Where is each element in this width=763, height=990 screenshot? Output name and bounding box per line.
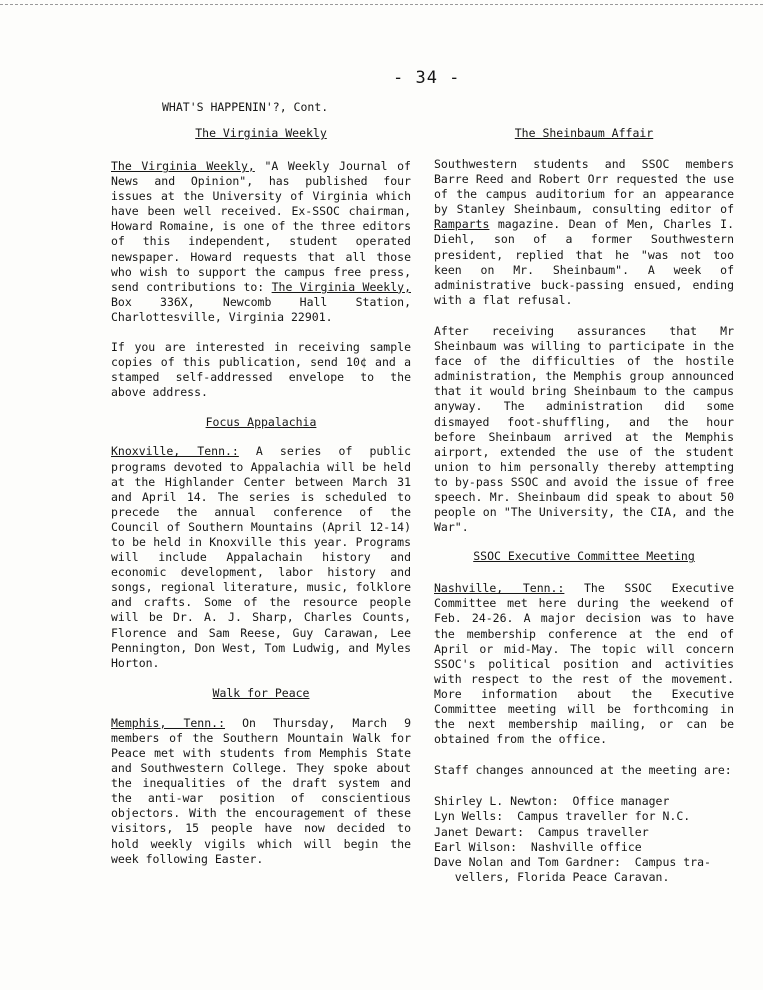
virginia-weekly-paragraph: [111, 159, 411, 325]
staff-line: Lyn Wells: Campus traveller for N.C.: [434, 809, 691, 824]
walk-for-peace-paragraph: [111, 716, 411, 867]
staff-line: vellers, Florida Peace Caravan.: [434, 869, 670, 884]
right-column: [434, 126, 734, 885]
nashville-dateline: Nashville, Tenn.:: [434, 581, 565, 596]
virginia-weekly-body: "A Weekly Journal of News and Opinion", has published four issues at the University of Virginia which have been well received. Ex-SSOC chairman, Howard Romaine, is one of the three editors of this independent, student operated newspaper. Howard requests that all those who wish to support the campus free press, send contributions to:: [111, 159, 411, 294]
virginia-weekly-heading: The Virginia Weekly: [195, 126, 327, 140]
staff-line: Earl Wilson: Nashville office: [434, 839, 642, 854]
staff-changes-intro: Staff changes announced at the meeting are:: [434, 763, 732, 778]
focus-appalachia-heading: Focus Appalachia: [205, 415, 317, 430]
virginia-weekly-address: Box 336X, Newcomb Hall Station, Charlottesville, Virginia 22901.: [111, 294, 411, 324]
sheinbaum-body-end: magazine. Dean of Men, Charles I. Diehl, son of a former Southwestern president, replied that he "was not too keen on Mr. Sheinbaum". A week of administrative buck-passing ensued, ending with a flat refusal.: [434, 217, 734, 307]
executive-committee-heading: SSOC Executive Committee Meeting: [473, 549, 695, 564]
walk-for-peace-heading: Walk for Peace: [212, 685, 310, 700]
page-top-edge: [0, 4, 763, 5]
sheinbaum-paragraph-1: [434, 157, 734, 308]
walk-for-peace-body: On Thursday, March 9 members of the Southern Mountain Walk for Peace met with students from Memphis State and Southwestern College. They spoke about the inequalities of the draft system and the anti-war position of conscientious objectors. With the encouragement of these visitors, 15 people have now decided to hold weekly vigils which will begin the week following Easter.: [111, 715, 411, 866]
staff-list: [434, 794, 734, 885]
focus-appalachia-body: A series of public programs devoted to Appalachia will be held at the Highlander Center between March 31 and April 14. The series is scheduled to precede the annual conference of the Council of Southern Mountains (April 12-14) to be held in Knoxville this year. Programs will include Appalachain history and economic development, labor history and songs, regional literature, music, folklore and crafts. Some of the resource people will be Dr. A. J. Sharp, Charles Counts, Florence and Sam Reese, Guy Carawan, Lee Pennington, Don West, Tom Ludwig, and Myles Horton.: [111, 444, 411, 670]
virginia-weekly-reference: The Virginia Weekly,: [271, 279, 411, 294]
staff-line: Janet Dewart: Campus traveller: [434, 824, 649, 839]
page-number: - 34 -: [393, 68, 461, 88]
running-head: WHAT'S HAPPENIN'?, Cont.: [162, 100, 329, 114]
virginia-weekly-dateline: The Virginia Weekly,: [111, 159, 255, 173]
focus-appalachia-paragraph: [111, 444, 411, 670]
sheinbaum-affair-heading: The Sheinbaum Affair: [514, 126, 654, 140]
memphis-dateline: Memphis, Tenn.:: [111, 715, 226, 730]
staff-line: Dave Nolan and Tom Gardner: Campus tra-: [434, 854, 711, 869]
staff-line: Shirley L. Newton: Office manager: [434, 794, 670, 809]
sheinbaum-body-start: Southwestern students and SSOC members Barre Reed and Robert Orr requested the use of the campus auditorium for an appearance by Stanley Sheinbaum, consulting editor of: [434, 157, 734, 217]
executive-committee-body: The SSOC Executive Committee met here during the weekend of Feb. 24-26. A major decision was to have the membership conference at the end of April or mid-May. The topic will concern SSOC's political position and activities with respect to the rest of the movement. More information about the Executive Committee meeting will be forthcoming in the next membership mailing, or can be obtained from the office.: [434, 581, 734, 747]
sheinbaum-paragraph-2: After receiving assurances that Mr Sheinbaum was willing to participate in the face of the difficulties of the hostile administration, the Memphis group announced that it would bring Sheinbaum to the campus anyway. The administration did some dismayed foot-shuffling, and the hour before Sheinbaum arrived at the Memphis airport, extended the use of the student union to him personally thereby attempting to by-pass SSOC and avoid the issue of free speech. Mr. Sheinbaum did speak to about 50 people on "The University, the CIA, and the War".: [434, 323, 734, 535]
sample-copies-paragraph: If you are interested in receiving sample copies of this publication, send 10¢ and a stamped self-addressed envelope to the above address.: [111, 340, 411, 400]
knoxville-dateline: Knoxville, Tenn.:: [111, 444, 239, 459]
left-column: [111, 126, 411, 867]
executive-committee-paragraph: [434, 581, 734, 747]
ramparts-title: Ramparts: [434, 217, 490, 232]
